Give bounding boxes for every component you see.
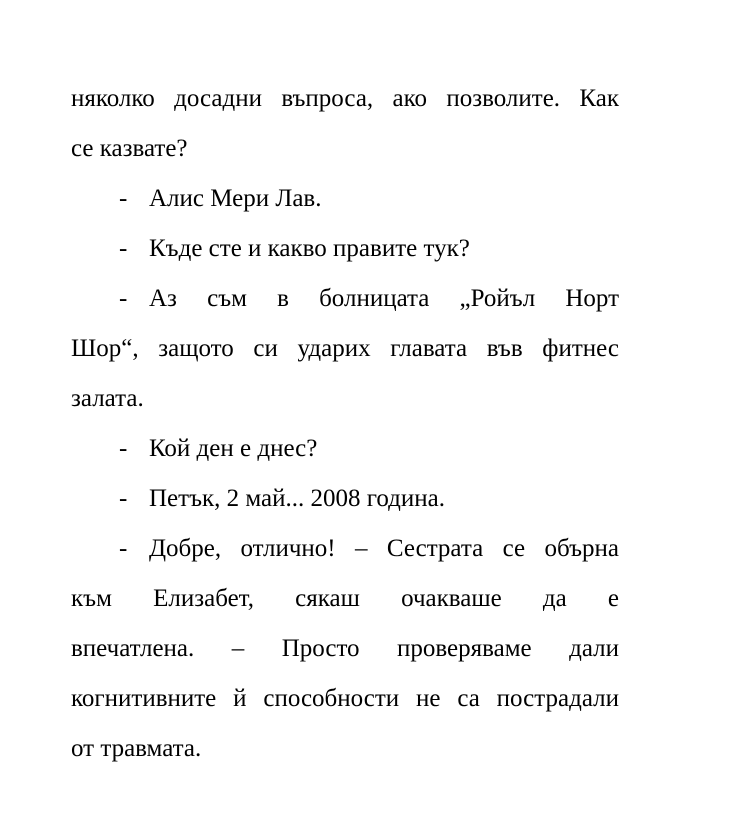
- paragraph-line: [71, 624, 619, 674]
- dialogue-text: Петък, 2 май... 2008 година.: [149, 485, 446, 512]
- dialogue-line: [71, 424, 619, 474]
- dialogue-line: [71, 224, 619, 274]
- paragraph-line: [71, 124, 619, 174]
- paragraph-line: [71, 324, 619, 374]
- line-text: от травмата.: [71, 735, 202, 762]
- line-text: няколко досадни въпроса, ако позволите. Как: [71, 85, 619, 112]
- paragraph-line: [71, 374, 619, 424]
- dialogue-dash: -: [119, 235, 128, 262]
- dialogue-dash: -: [119, 485, 128, 512]
- line-text: впечатлена. – Просто проверяваме дали: [71, 635, 619, 662]
- dialogue-text: Аз съм в болницата „Ройъл Норт: [149, 285, 619, 312]
- line-text: залата.: [71, 385, 144, 412]
- dialogue-line: [71, 174, 619, 224]
- dialogue-line: [71, 474, 619, 524]
- dialogue-text: Добре, отлично! – Сестрата се обърна: [149, 535, 619, 562]
- line-text: се казвате?: [71, 135, 188, 162]
- dialogue-line: [71, 524, 619, 574]
- paragraph-line: [71, 574, 619, 624]
- dialogue-dash: -: [119, 535, 128, 562]
- paragraph-line: [71, 74, 619, 124]
- dialogue-dash: -: [119, 185, 128, 212]
- dialogue-text: Алис Мери Лав.: [149, 185, 322, 212]
- dialogue-line: [71, 274, 619, 324]
- dialogue-text: Къде сте и какво правите тук?: [149, 235, 470, 262]
- dialogue-dash: -: [119, 435, 128, 462]
- line-text: Шор“, защото си ударих главата във фитнес: [71, 335, 619, 362]
- line-text: към Елизабет, сякаш очакваше да е: [71, 585, 619, 612]
- line-text: когнитивните й способности не са пострадали: [71, 685, 619, 712]
- dialogue-text: Кой ден е днес?: [149, 435, 318, 462]
- dialogue-dash: -: [119, 285, 128, 312]
- paragraph-line: [71, 724, 619, 774]
- document-body: [71, 74, 619, 774]
- paragraph-line: [71, 674, 619, 724]
